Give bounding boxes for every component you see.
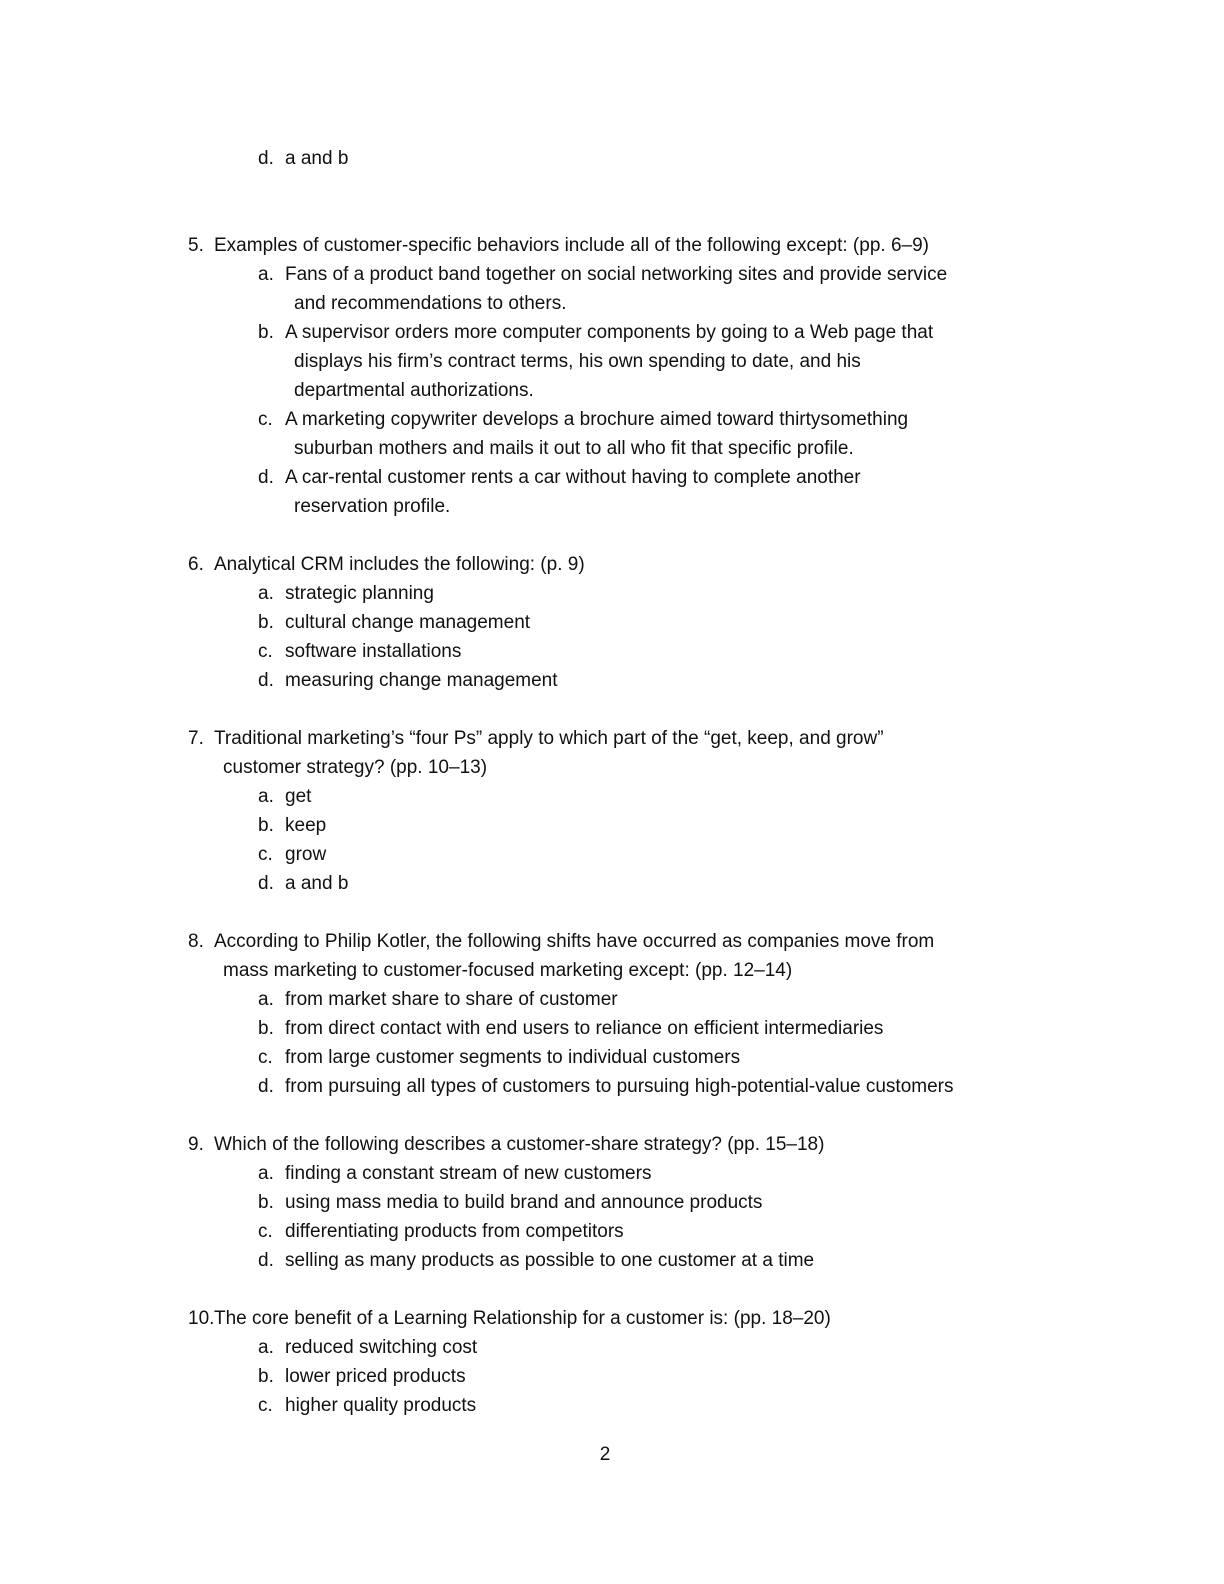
option-line (0, 144, 1224, 173)
question-number: 7. (188, 728, 204, 749)
question-text: According to Philip Kotler, the following shifts have occurred as companies move from (214, 931, 935, 952)
option-line (0, 492, 1224, 521)
option-line (0, 260, 1224, 289)
option-text: strategic planning (285, 583, 434, 604)
option-line (0, 811, 1224, 840)
option-line (0, 666, 1224, 695)
option-text: get (285, 786, 312, 807)
option-text: a and b (285, 148, 349, 169)
option-text: finding a constant stream of new customers (285, 1163, 652, 1184)
option-line (0, 1014, 1224, 1043)
option-letter: b. (258, 815, 274, 836)
option-letter: c. (258, 844, 273, 865)
option-line (0, 782, 1224, 811)
question-stem-line (0, 231, 1224, 260)
option-text: selling as many products as possible to one customer at a time (285, 1250, 815, 1271)
question-text: Analytical CRM includes the following: (p. 9) (214, 554, 585, 575)
option-line (0, 1246, 1224, 1275)
question-text: Traditional marketing’s “four Ps” apply to which part of the “get, keep, and grow” (214, 728, 884, 749)
option-text: from direct contact with end users to reliance on efficient intermediaries (285, 1018, 884, 1039)
option-text: software installations (285, 641, 462, 662)
option-letter: b. (258, 322, 274, 343)
option-line (0, 637, 1224, 666)
option-text: lower priced products (285, 1366, 466, 1387)
option-letter: a. (258, 264, 274, 285)
option-text: from market share to share of customer (285, 989, 618, 1010)
option-letter: d. (258, 873, 274, 894)
option-letter: b. (258, 612, 274, 633)
question-stem-line (0, 753, 1224, 782)
option-letter: d. (258, 1076, 274, 1097)
option-line (0, 434, 1224, 463)
option-letter: a. (258, 583, 274, 604)
question-stem-line (0, 956, 1224, 985)
option-line (0, 376, 1224, 405)
question-stem-line (0, 1304, 1224, 1333)
option-text: A supervisor orders more computer components by going to a Web page that (285, 322, 934, 343)
option-letter: c. (258, 641, 273, 662)
option-letter: b. (258, 1018, 274, 1039)
question-number: 8. (188, 931, 204, 952)
option-text: and recommendations to others. (294, 293, 567, 314)
option-text: differentiating products from competitors (285, 1221, 624, 1242)
question-number: 9. (188, 1134, 204, 1155)
option-line (0, 1159, 1224, 1188)
question-number: 10. (188, 1308, 215, 1329)
question-text: The core benefit of a Learning Relationship for a customer is: (pp. 18–20) (214, 1308, 831, 1329)
option-text: A car-rental customer rents a car without having to complete another (285, 467, 861, 488)
question-number: 6. (188, 554, 204, 575)
option-text: suburban mothers and mails it out to all who fit that specific profile. (294, 438, 854, 459)
option-text: higher quality products (285, 1395, 477, 1416)
option-letter: b. (258, 1192, 274, 1213)
option-text: Fans of a product band together on social networking sites and provide service (285, 264, 948, 285)
option-line (0, 869, 1224, 898)
option-line (0, 318, 1224, 347)
option-letter: a. (258, 1163, 274, 1184)
option-line (0, 1362, 1224, 1391)
question-number: 5. (188, 235, 204, 256)
option-line (0, 1043, 1224, 1072)
option-text: keep (285, 815, 327, 836)
question-stem-line (0, 550, 1224, 579)
option-letter: d. (258, 1250, 274, 1271)
question-stem-line (0, 1130, 1224, 1159)
option-line (0, 608, 1224, 637)
option-letter: c. (258, 1047, 273, 1068)
option-line (0, 405, 1224, 434)
option-text: a and b (285, 873, 349, 894)
option-text: reduced switching cost (285, 1337, 478, 1358)
option-text: grow (285, 844, 327, 865)
option-letter: c. (258, 1395, 273, 1416)
option-text: reservation profile. (294, 496, 451, 517)
question-stem-line (0, 927, 1224, 956)
question-text: mass marketing to customer-focused marketing except: (pp. 12–14) (223, 960, 793, 981)
option-text: from pursuing all types of customers to pursuing high-potential-value customers (285, 1076, 954, 1097)
option-line (0, 347, 1224, 376)
option-letter: d. (258, 148, 274, 169)
option-letter: c. (258, 409, 273, 430)
option-letter: a. (258, 786, 274, 807)
option-text: measuring change management (285, 670, 558, 691)
question-text: Examples of customer-specific behaviors include all of the following except: (pp. 6–9) (214, 235, 929, 256)
page-number: 2 (599, 1444, 611, 1465)
option-letter: b. (258, 1366, 274, 1387)
option-letter: d. (258, 670, 274, 691)
question-stem-line (0, 724, 1224, 753)
option-text: from large customer segments to individual customers (285, 1047, 741, 1068)
option-line (0, 985, 1224, 1014)
option-letter: c. (258, 1221, 273, 1242)
question-text: Which of the following describes a customer-share strategy? (pp. 15–18) (214, 1134, 825, 1155)
option-line (0, 579, 1224, 608)
option-line (0, 1072, 1224, 1101)
option-line (0, 1188, 1224, 1217)
option-text: departmental authorizations. (294, 380, 534, 401)
option-line (0, 463, 1224, 492)
option-text: using mass media to build brand and announce products (285, 1192, 763, 1213)
option-text: cultural change management (285, 612, 531, 633)
option-line (0, 840, 1224, 869)
option-text: displays his firm’s contract terms, his own spending to date, and his (294, 351, 861, 372)
option-text: A marketing copywriter develops a brochure aimed toward thirtysomething (285, 409, 909, 430)
option-letter: d. (258, 467, 274, 488)
option-letter: a. (258, 1337, 274, 1358)
option-line (0, 1333, 1224, 1362)
option-line (0, 1391, 1224, 1420)
option-line (0, 289, 1224, 318)
option-letter: a. (258, 989, 274, 1010)
question-text: customer strategy? (pp. 10–13) (223, 757, 488, 778)
option-line (0, 1217, 1224, 1246)
